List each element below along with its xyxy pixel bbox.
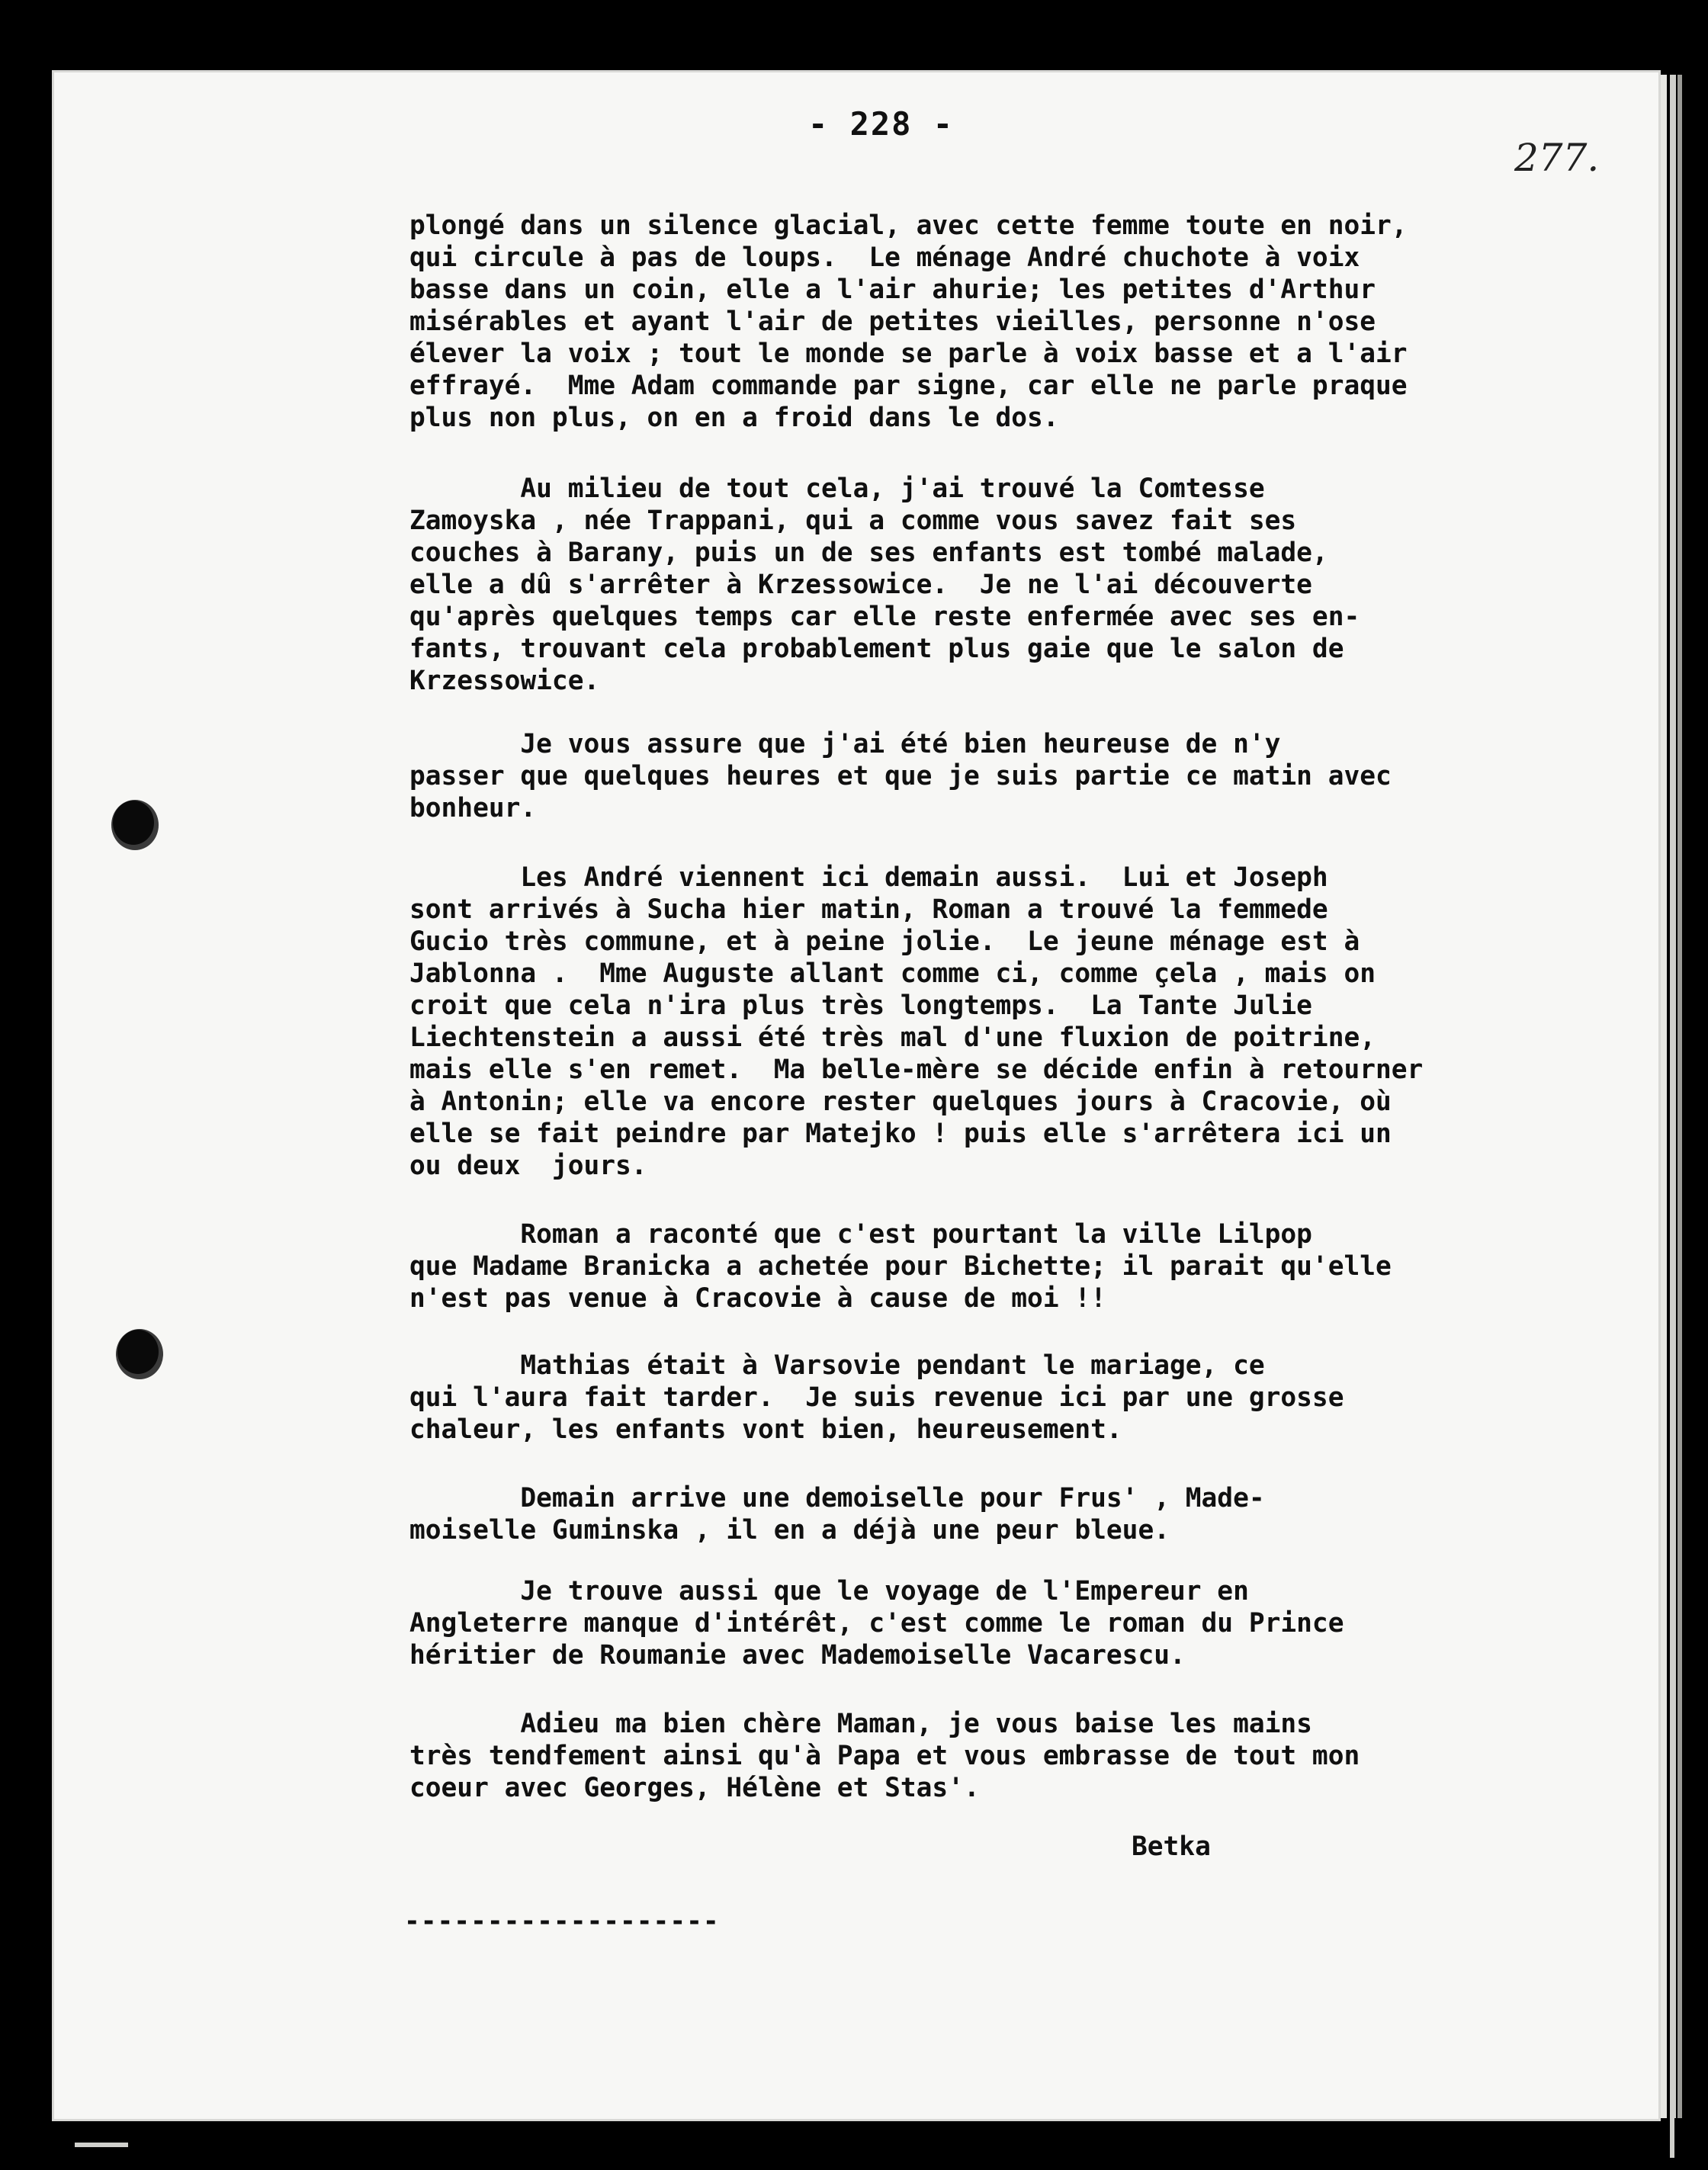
letter-paragraph: Mathias était à Varsovie pendant le mariage, ce qui l'aura fait tarder. Je suis revenue ici par une grosse chaleur, les enfants vont bien, heureusement. — [409, 1350, 1344, 1445]
letter-paragraph: Au milieu de tout cela, j'ai trouvé la Comtesse Zamoyska , née Trappani, qui a comme vous savez fait ses couches à Barany, puis un de ses enfants est tombé malade, elle a dû s'arrêter à Krzessowice. Je ne l'ai découverte qu'après quelques temps car elle reste enfermée avec ses en- fants, trouvant cela probablement plus gaie que le salon de Krzessowice. — [409, 473, 1360, 696]
letter-paragraph: plongé dans un silence glacial, avec cette femme toute en noir, qui circule à pas de loups. Le ménage André chuchote à voix basse dans un coin, elle a l'air ahurie; les petites d'Arthur misérables et ayant l'air de petites vieilles, personne n'ose élever la voix ; tout le monde se parle à voix basse et a l'air effrayé. Mme Adam commande par signe, car elle ne parle praque plus non plus, on en a froid dans le dos. — [409, 210, 1408, 433]
signature: Betka — [1132, 1831, 1211, 1862]
letter-paragraph: Les André viennent ici demain aussi. Lui et Joseph sont arrivés à Sucha hier matin, Roman a trouvé la femmede Gucio très commune, et à peine jolie. Le jeune ménage est à Jablonna . Mme Auguste allant comme ci, comme çela , mais on croit que cela n'ira plus très longtemps. La Tante Julie Liechtenstein a aussi été très mal d'une fluxion de poitrine, mais elle s'en remet. Ma belle-mère se décide enfin à retourner à Antonin; elle va encore rester quelques jours à Cracovie, où elle se fait peindre par Matejko ! puis elle s'arrêtera ici un ou deux jours. — [409, 862, 1424, 1181]
punch-hole — [117, 1330, 159, 1374]
page-folio: - 228 - — [808, 105, 955, 143]
page-edge — [1670, 75, 1676, 2118]
punch-hole — [113, 801, 154, 845]
letter-paragraph: Je vous assure que j'ai été bien heureuse de n'y passer que quelques heures et que je suis partie ce matin avec bonheur. — [409, 729, 1392, 823]
letter-paragraph: Adieu ma bien chère Maman, je vous baise les mains très tendfement ainsi qu'à Papa et vous embrasse de tout mon coeur avec Georges, Hélène et Stas'. — [409, 1709, 1360, 1803]
letter-paragraph: Roman a raconté que c'est pourtant la ville Lilpop que Madame Branicka a achetée pour Bichette; il parait qu'elle n'est pas venue à Cracovie à cause de moi !! — [409, 1219, 1392, 1314]
letter-paragraph: Je trouve aussi que le voyage de l'Empereur en Angleterre manque d'intérêt, c'est comme le roman du Prince héritier de Roumanie avec Mademoiselle Vacarescu. — [409, 1576, 1344, 1671]
page-edge — [1661, 75, 1667, 2118]
end-rule: ------------------- — [404, 1906, 720, 1937]
binding-mark — [75, 2143, 128, 2147]
page-edge — [1678, 75, 1682, 2118]
binding-mark — [1670, 2089, 1674, 2158]
archive-number: 277. — [1514, 136, 1600, 180]
letter-paragraph: Demain arrive une demoiselle pour Frus' , Made- moiselle Guminska , il en a déjà une peur bleue. — [409, 1483, 1265, 1546]
